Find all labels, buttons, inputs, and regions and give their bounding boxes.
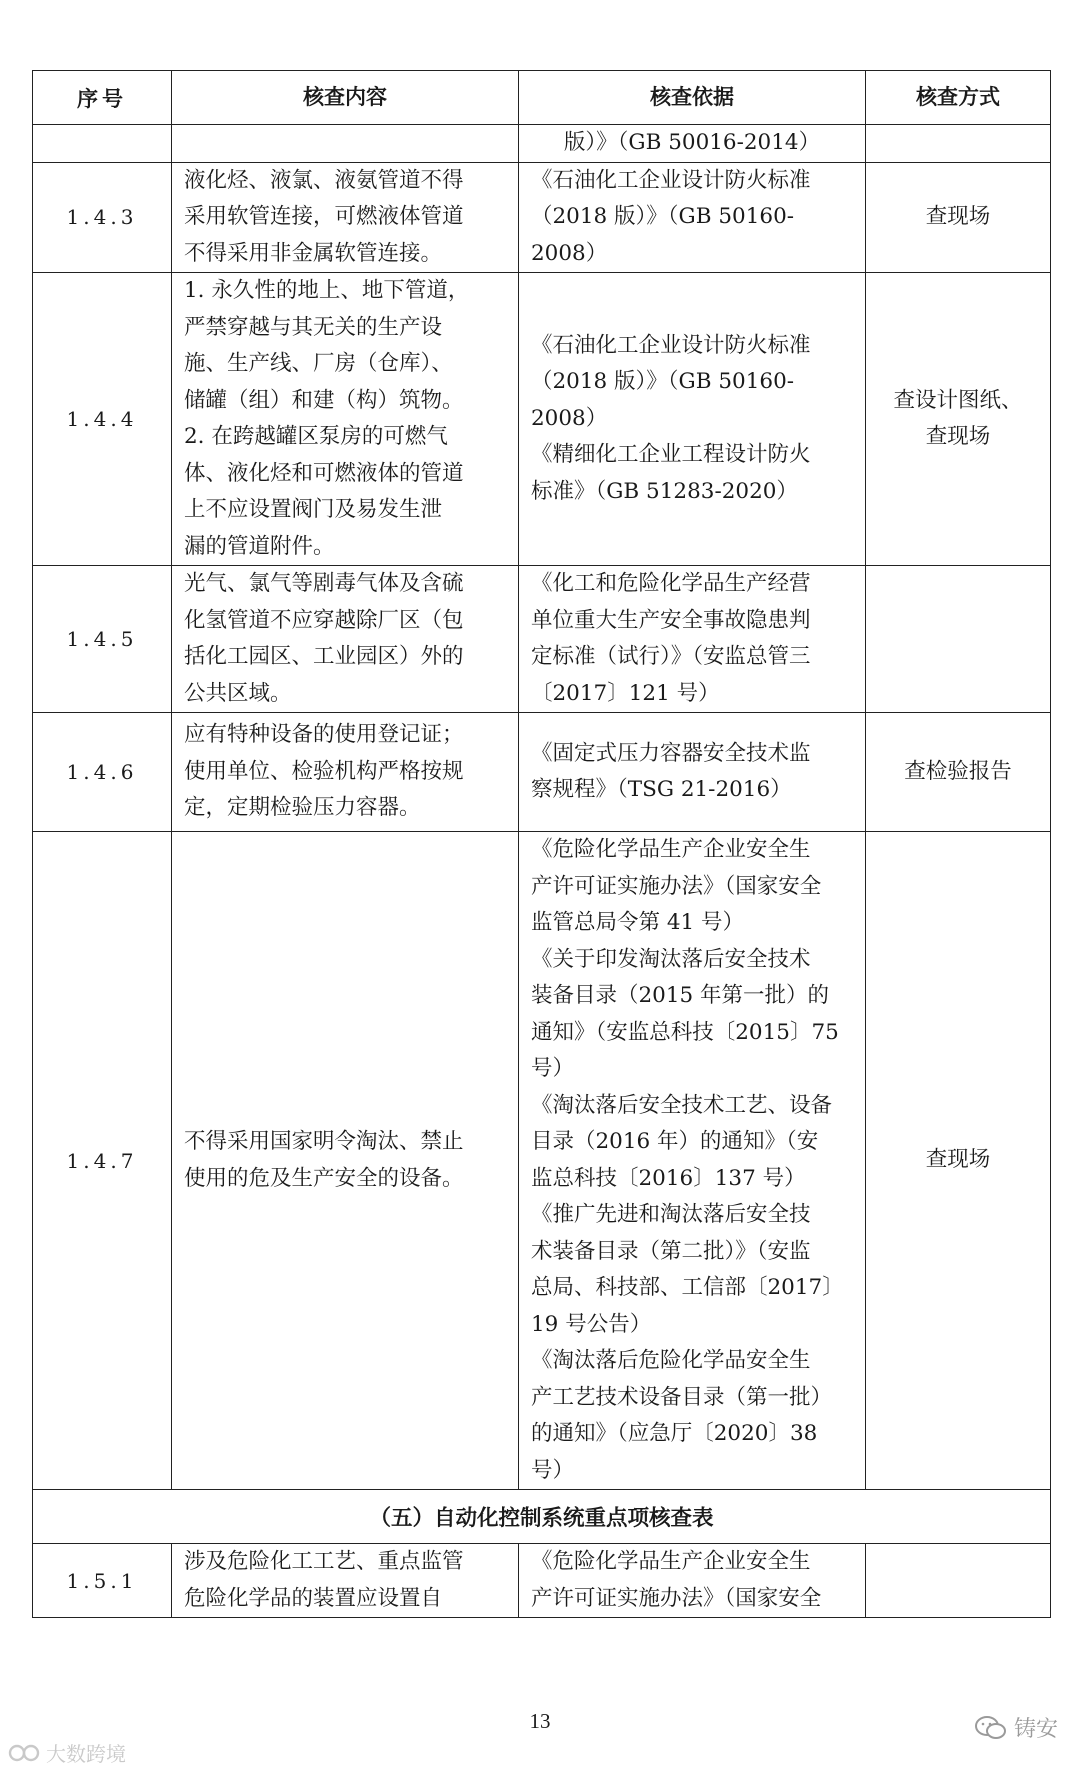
content-cell (172, 566, 519, 713)
watermark-left (8, 1738, 126, 1767)
serial-cell: 1.4.4 (33, 273, 172, 566)
serial-cell: 1.4.5 (33, 566, 172, 713)
basis-line: 号） (531, 1056, 575, 1081)
basis-line: 版）》（GB 50016-2014） (563, 130, 821, 155)
watermark-right-text: 铸安 (1013, 1717, 1058, 1742)
content-line: 严禁穿越与其无关的生产设 (184, 314, 443, 340)
table-row (33, 273, 1051, 566)
basis-cell (519, 1544, 866, 1618)
section-title: （五）自动化控制系统重点项核查表 (33, 1490, 1051, 1544)
content-line: 危险化学品的装置应设置自 (184, 1585, 443, 1611)
content-cell (172, 125, 519, 163)
basis-line: 定标准（试行）》（安监总管三 (531, 644, 811, 669)
table-row (33, 1544, 1051, 1618)
content-line: 液化烃、液氯、液氨管道不得 (184, 167, 464, 193)
serial-cell: 1.4.3 (33, 162, 172, 273)
method-line: 查设计图纸、 (893, 387, 1023, 413)
content-line: 施、生产线、厂房（仓库）、 (184, 351, 453, 376)
content-cell (172, 1544, 519, 1618)
method-cell (866, 162, 1051, 273)
basis-cell (519, 832, 866, 1490)
watermark-right (974, 1712, 1058, 1743)
serial-cell: 1.5.1 (33, 1544, 172, 1618)
brand-logo-icon (8, 1742, 42, 1764)
content-line: 应有特种设备的使用登记证； (184, 722, 464, 748)
basis-line: 目录（2016 年）的通知》（安 (531, 1129, 819, 1154)
table-row (33, 713, 1051, 832)
basis-line: 装备目录（2015 年第一批）的 (531, 983, 830, 1008)
basis-line: 产工艺技术设备目录（第一批） (531, 1384, 833, 1410)
content-line: 1. 永久性的地上、地下管道， (184, 278, 470, 303)
content-line: 不得采用非金属软管连接。 (184, 240, 443, 266)
content-line: 采用软管连接，可燃液体管道 (184, 204, 464, 229)
content-line: 2. 在跨越罐区泵房的可燃气 (184, 424, 448, 449)
content-line: 公共区域。 (184, 680, 292, 706)
header-content: 核查内容 (172, 71, 519, 125)
basis-line: 《固定式压力容器安全技术监 (531, 740, 811, 766)
basis-line: 《化工和危险化学品生产经营 (531, 571, 811, 596)
method-cell (866, 566, 1051, 713)
basis-line: 《危险化学品生产企业安全生 (531, 1549, 811, 1574)
content-line: 漏的管道附件。 (184, 533, 335, 559)
serial-cell: 1.4.6 (33, 713, 172, 832)
basis-line: 《关于印发淘汰落后安全技术 (531, 946, 811, 972)
section-row (33, 1490, 1051, 1544)
table-header-row (33, 71, 1051, 125)
basis-line: 《推广先进和淘汰落后安全技 (531, 1202, 811, 1227)
basis-line: 产许可证实施办法》（国家安全 (531, 1585, 822, 1611)
header-basis: 核查依据 (519, 71, 866, 125)
content-line: 化氢管道不应穿越除厂区（包 (184, 607, 464, 633)
basis-line: 号） (531, 1457, 575, 1483)
content-line: 定，定期检验压力容器。 (184, 795, 421, 821)
content-line: 使用的危及生产安全的设备。 (184, 1165, 464, 1191)
basis-cell (519, 713, 866, 832)
basis-line: 《精细化工企业工程设计防火 (531, 442, 811, 468)
method-cell (866, 713, 1051, 832)
content-line: 使用单位、检验机构严格按规 (184, 758, 464, 784)
method-cell (866, 1544, 1051, 1618)
method-line: 查检验报告 (904, 758, 1012, 784)
basis-line: 19 号公告） (531, 1311, 652, 1337)
basis-line: 《危险化学品生产企业安全生 (531, 837, 811, 862)
content-line: 上不应设置阀门及易发生泄 (184, 497, 443, 522)
content-line: 涉及危险化工工艺、重点监管 (184, 1549, 464, 1574)
content-cell (172, 162, 519, 273)
content-cell (172, 832, 519, 1490)
method-line: 查现场 (925, 1147, 991, 1173)
basis-line: 监总科技〔2016〕137 号） (531, 1165, 806, 1191)
basis-line: （2018 版）》（GB 50160-2008） (531, 204, 795, 266)
serial-cell (33, 125, 172, 163)
header-method: 核查方式 (866, 71, 1051, 125)
table-row (33, 162, 1051, 273)
content-line: 括化工园区、工业园区）外的 (184, 644, 464, 669)
basis-line: 的通知》（应急厅〔2020〕38 (531, 1421, 818, 1446)
serial-cell: 1.4.7 (33, 832, 172, 1490)
basis-line: 总局、科技部、工信部〔2017〕 (531, 1275, 844, 1300)
basis-cell (519, 162, 866, 273)
method-line: 查现场 (925, 204, 991, 229)
basis-line: 《石油化工企业设计防火标准 (531, 167, 811, 193)
method-line: 查现场 (925, 424, 991, 449)
method-cell (866, 273, 1051, 566)
content-cell (172, 713, 519, 832)
basis-line: 《石油化工企业设计防火标准 (531, 332, 811, 358)
content-line: 不得采用国家明令淘汰、禁止 (184, 1129, 464, 1154)
header-serial: 序号 (33, 71, 172, 125)
basis-line: 〔2017〕121 号） (531, 680, 720, 706)
basis-line: 《淘汰落后安全技术工艺、设备 (531, 1092, 833, 1118)
table-row (33, 125, 1051, 163)
method-cell (866, 125, 1051, 163)
inspection-table (32, 70, 1051, 1618)
basis-line: （2018 版）》（GB 50160-2008） (531, 369, 795, 431)
basis-line: 《淘汰落后危险化学品安全生 (531, 1348, 811, 1373)
content-cell (172, 273, 519, 566)
table-row (33, 832, 1051, 1490)
basis-cell (519, 125, 866, 163)
table-row (33, 566, 1051, 713)
basis-line: 察规程》（TSG 21-2016） (531, 777, 792, 802)
basis-line: 监管总局令第 41 号） (531, 910, 745, 935)
basis-line: 单位重大生产安全事故隐患判 (531, 607, 811, 633)
wechat-icon (974, 1715, 1008, 1741)
method-cell (866, 832, 1051, 1490)
content-line: 储罐（组）和建（构）筑物。 (184, 387, 464, 413)
basis-cell (519, 566, 866, 713)
content-line: 光气、氯气等剧毒气体及含硫 (184, 571, 464, 596)
basis-line: 术装备目录（第二批）》（安监 (531, 1238, 811, 1264)
content-line: 体、液化烃和可燃液体的管道 (184, 460, 464, 486)
basis-line: 通知》（安监总科技〔2015〕75 (531, 1019, 839, 1045)
basis-cell (519, 273, 866, 566)
basis-line: 产许可证实施办法》（国家安全 (531, 873, 822, 899)
basis-line: 标准》（GB 51283-2020） (531, 478, 798, 504)
page-number: 13 (529, 1709, 551, 1733)
watermark-left-text: 大数跨境 (46, 1742, 126, 1766)
